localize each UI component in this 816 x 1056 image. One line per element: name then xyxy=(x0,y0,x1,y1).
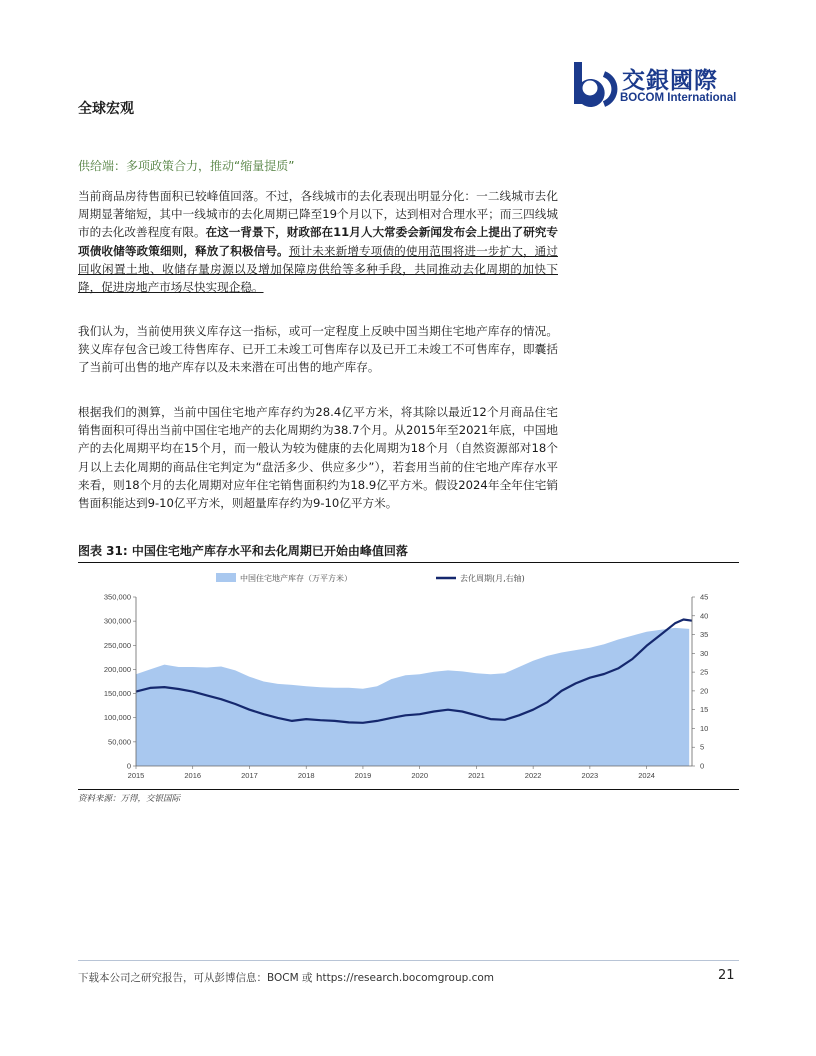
logo-chinese-name: 交銀國際 xyxy=(622,67,718,94)
x-tick-label: 2021 xyxy=(468,771,485,780)
paragraph-estimate: 根据我们的测算，当前中国住宅地产库存约为28.4亿平方米，将其除以最近12个月商品住宅销售面积可得出当前中国住宅地产的去化周期约为38.7个月。从2015年至2021年底，中国地产的去化周期平均在15个月，而一般认为较为健康的去化周期为18个月（自然资源部对18个月以上去化周期的商品住宅判定为“盘活多少、供应多少”），若套用当前的住宅地产库存水平来看，则18个月的去化周期对应年住宅销售面积约为18.9亿平方米。假设2024年全年住宅销售面积能达到9-10亿平方米，则超量库存约为9-10亿平方米。 xyxy=(78,405,558,511)
y-left-tick-label: 0 xyxy=(126,761,131,771)
y-right-tick-label: 25 xyxy=(700,667,709,677)
x-tick-label: 2023 xyxy=(581,771,599,780)
footer-text: 下载本公司之研究报告，可从彭博信息：BOCM 或 https://research.bocomgroup.com xyxy=(78,972,495,984)
company-logo xyxy=(568,58,748,108)
logo-english-name: BOCOM International xyxy=(620,92,737,104)
y-right-tick-label: 30 xyxy=(700,648,709,658)
figure-title: 图表 31: 中国住宅地产库存水平和去化周期已开始由峰值回落 xyxy=(78,544,408,558)
y-left-tick-label: 350,000 xyxy=(103,592,131,602)
footer-rule xyxy=(78,960,739,961)
paragraph-supply xyxy=(78,187,558,296)
paragraph-text: 当前商品房待售面积已较峰值回落。不过，各线城市的去化表现出明显分化：一二线城市去化周期显著缩短，其中一线城市的去化周期已降至19个月以下，达到相对合理水平；而三四线城市的去化改善程度有限。 xyxy=(78,189,558,240)
y-right-tick-label: 15 xyxy=(700,705,709,715)
x-tick-label: 2018 xyxy=(297,771,315,780)
legend-label-inventory: 中国住宅地产库存（万平方米） xyxy=(240,574,352,583)
x-tick-label: 2015 xyxy=(127,771,145,780)
y-left-tick-label: 250,000 xyxy=(103,640,131,650)
figure-top-rule xyxy=(78,562,739,563)
x-tick-label: 2020 xyxy=(411,771,429,780)
y-right-tick-label: 0 xyxy=(700,761,705,771)
page-number: 21 xyxy=(718,968,735,983)
x-tick-label: 2022 xyxy=(524,771,542,780)
x-tick-label: 2017 xyxy=(241,771,258,780)
y-left-tick-label: 100,000 xyxy=(103,713,131,723)
paragraph-underlined-text: 预计未来新增专项债的使用范围将进一步扩大，通过回收闲置土地、收储存量房源以及增加保障房供给等多种手段，共同推动去化周期的加快下降，促进房地产市场尽快实现企稳。 xyxy=(78,243,558,295)
paragraph-inventory-definition: 我们认为，当前使用狭义库存这一指标，或可一定程度上反映中国当期住宅地产库存的情况。狭义库存包含已竣工待售库存、已开工未竣工可售库存以及已开工未竣工不可售库存，即囊括了当前可出售的地产库存以及未来潜在可出售的地产库存。 xyxy=(78,324,558,375)
y-right-tick-label: 40 xyxy=(700,611,709,621)
figure-bottom-rule xyxy=(78,789,739,790)
y-right-tick-label: 35 xyxy=(700,630,709,640)
y-left-tick-label: 300,000 xyxy=(103,616,131,626)
paragraph-bold-text: 在这一背景下，财政部在11月人大常委会新闻发布会上提出了研究专项债收储等政策细则，释放了积极信号。 xyxy=(78,225,558,258)
legend-label-turnover: 去化周期(月,右轴) xyxy=(460,574,525,583)
section-title: 全球宏观 xyxy=(78,101,134,117)
subheading: 供给端：多项政策合力，推动“缩量提质” xyxy=(78,159,295,173)
y-right-tick-label: 20 xyxy=(700,686,709,696)
figure-source: 资料来源：万得，交银国际 xyxy=(78,794,181,804)
x-tick-label: 2016 xyxy=(184,771,202,780)
y-left-tick-label: 200,000 xyxy=(103,664,131,674)
bocom-logo-mark-icon xyxy=(568,58,620,108)
y-right-tick-label: 10 xyxy=(700,723,709,733)
x-tick-label: 2019 xyxy=(354,771,372,780)
y-left-tick-label: 150,000 xyxy=(103,689,131,699)
inventory-chart xyxy=(78,566,739,788)
y-right-tick-label: 45 xyxy=(700,592,709,602)
legend-swatch-inventory xyxy=(216,573,236,582)
y-left-tick-label: 50,000 xyxy=(108,737,131,747)
y-right-tick-label: 5 xyxy=(700,742,705,752)
x-tick-label: 2024 xyxy=(638,771,655,780)
